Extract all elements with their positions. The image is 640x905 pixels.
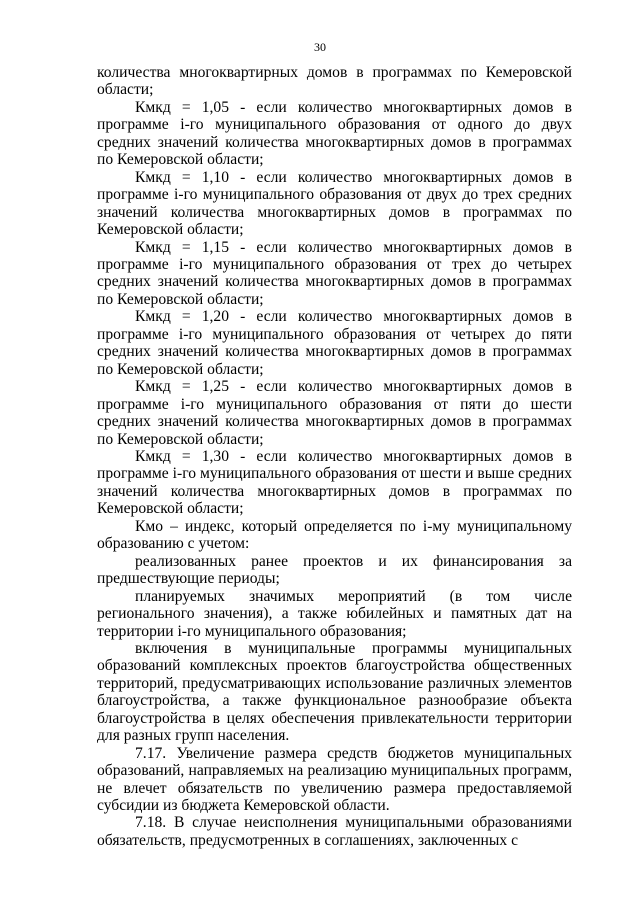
clause-7-18: 7.18. В случае неисполнения муниципальными образованиями обязательств, предусмотренных в соглашениях, заключенных с	[97, 814, 572, 849]
coefficient-1-30: Кмкд = 1,30 - если количество многоквартирных домов в программе i-го муниципального образования от шести и выше средних значений количества многоквартирных домов в программах по Кемеровской области;	[97, 447, 572, 518]
kmo-factor-planned-events: планируемых значимых мероприятий (в том числе регионального значения), а также юбилейных и памятных дат на территории i-го муниципального образования;	[97, 587, 572, 640]
document-body	[97, 64, 572, 849]
kmo-index-definition: Кмо – индекс, который определяется по i-му муниципальному образованию с учетом:	[97, 517, 572, 553]
coefficient-1-10: Кмкд = 1,10 - если количество многоквартирных домов в программе i-го муниципального образования от двух до трех средних значений количества многоквартирных домов в программах по Кемеровской области;	[97, 168, 572, 239]
coefficient-1-25: Кмкд = 1,25 - если количество многоквартирных домов в программе i-го муниципального образования от пяти до шести средних значений количества многоквартирных домов в программах по Кемеровской области;	[97, 378, 572, 448]
coefficient-1-20: Кмкд = 1,20 - если количество многоквартирных домов в программе i-го муниципального образования от четырех до пяти средних значений количества многоквартирных домов в программах по Кемеровской области;	[97, 308, 572, 378]
paragraph-continuation: количества многоквартирных домов в программах по Кемеровской области;	[97, 64, 572, 99]
page-number: 30	[314, 40, 326, 54]
clause-7-17: 7.17. Увеличение размера средств бюджетов муниципальных образований, направляемых на реализацию муниципальных программ, не влечет обязательств по увеличению размера предоставляемой субсидии из бюджета Кемеровской области.	[97, 744, 572, 815]
coefficient-1-05: Кмкд = 1,05 - если количество многоквартирных домов в программе i-го муниципального образования от одного до двух средних значений количества многоквартирных домов в программах по Кемеровской области;	[97, 98, 572, 169]
kmo-factor-past-projects: реализованных ранее проектов и их финансирования за предшествующие периоды;	[97, 552, 572, 588]
coefficient-1-15: Кмкд = 1,15 - если количество многоквартирных домов в программе i-го муниципального образования от трех до четырех средних значений количества многоквартирных домов в программах по Кемеровской области;	[97, 238, 572, 308]
kmo-factor-complex-projects: включения в муниципальные программы муниципальных образований комплексных проектов благоустройства общественных территорий, предусматривающих использование различных элементов благоустройства, а также функциональное разнообразие объекта благоустройства в целях обеспечения привлекательности территории для разных групп населения.	[97, 639, 572, 745]
